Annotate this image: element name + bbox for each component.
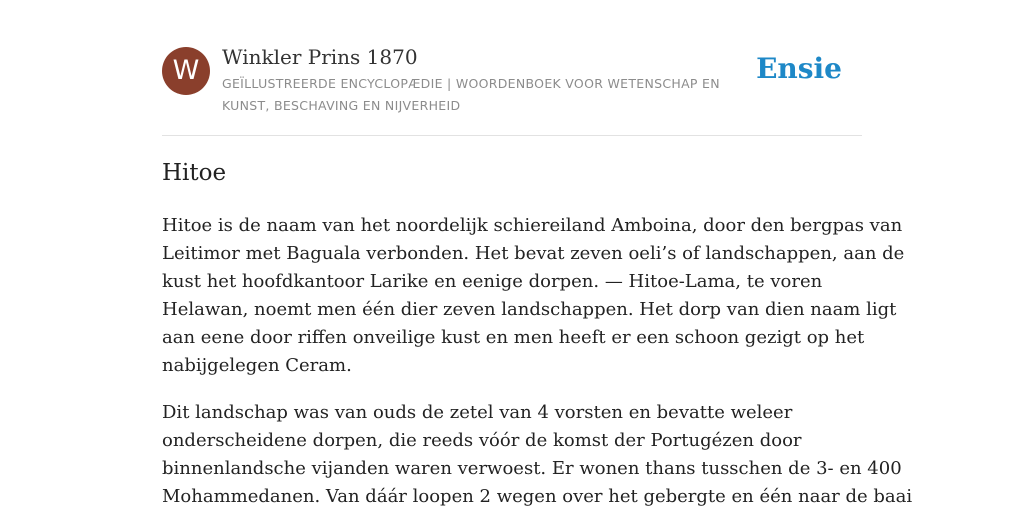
text-line: binnenlandsche vijanden waren verwoest. Er wonen thans tusschen de 3- en 400: [162, 458, 902, 479]
ensie-logo-link[interactable]: Ensie: [756, 52, 842, 85]
entry-body: [162, 212, 913, 530]
text-line: Hitoe is de naam van het noordelijk schiereiland Amboina, door den bergpas van: [162, 215, 903, 236]
text-line: aan eene door riffen onveilige kust en men heeft er een schoon gezigt op het: [162, 327, 865, 348]
text-line: onderscheidene dorpen, die reeds vóór de komst der Portugézen door: [162, 430, 802, 451]
site-subtitle: GEÏLLUSTREERDE ENCYCLOPÆDIE | WOORDENBOEK VOOR WETENSCHAP EN KUNST, BESCHAVING EN NIJVERHEID: [222, 76, 720, 113]
text-line: Helawan, noemt men één dier zeven landschappen. Het dorp van dien naam ligt: [162, 299, 897, 320]
text-line: kust het hoofdkantoor Larike en eenige dorpen. — Hitoe-Lama, te voren: [162, 271, 823, 292]
entry-paragraph-1: [162, 212, 905, 380]
site-header: [162, 0, 862, 136]
site-title[interactable]: Winkler Prins 1870: [222, 45, 418, 69]
entry-title: Hitoe: [162, 160, 227, 186]
page: [162, 0, 913, 507]
avatar[interactable]: W: [162, 47, 210, 95]
text-line: Leitimor met Baguala verbonden. Het bevat zeven oeli’s of landschappen, aan de: [162, 243, 905, 264]
text-line: Mohammedanen. Van dáár loopen 2 wegen over het gebergte en één naar de baai: [162, 486, 913, 507]
entry-paragraph-2: [162, 399, 913, 511]
text-line: nabijgelegen Ceram.: [162, 355, 352, 376]
text-line: Dit landschap was van ouds de zetel van 4 vorsten en bevatte weleer: [162, 402, 793, 423]
